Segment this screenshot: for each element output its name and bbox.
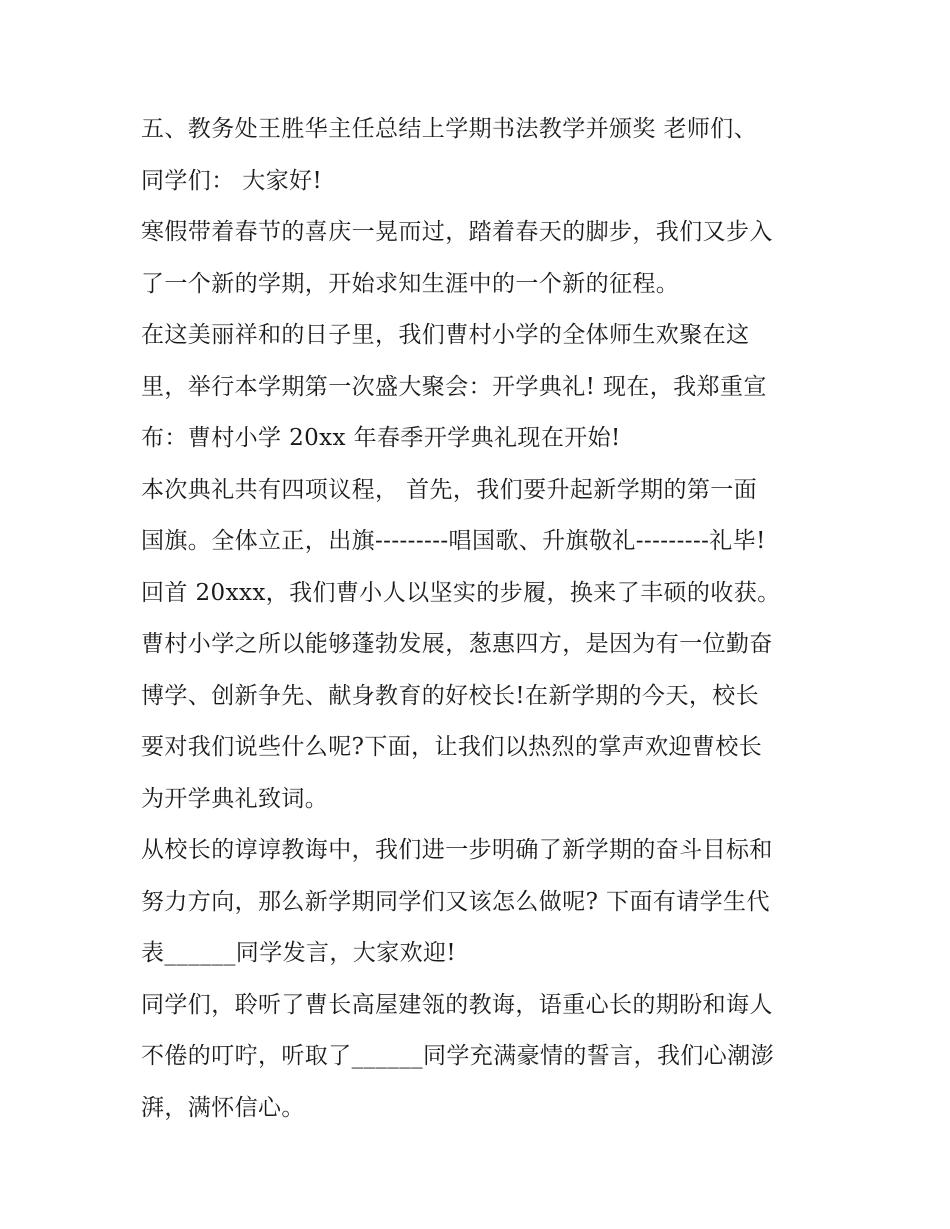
text-line: 国旗。全体立正，出旗---------唱国歌、升旗敬礼---------礼毕! bbox=[141, 528, 766, 554]
text-line: 在这美丽祥和的日子里，我们曹村小学的全体师生欢聚在这 bbox=[141, 322, 750, 348]
document-body bbox=[141, 104, 821, 1134]
text-line: 表______同学发言，大家欢迎! bbox=[141, 940, 457, 966]
text-line: 布：曹村小学 20xx 年春季开学典礼现在开始! bbox=[141, 425, 621, 451]
text-line: 要对我们说些什么呢?下面，让我们以热烈的掌声欢迎曹校长 bbox=[141, 734, 763, 760]
text-line: 五、教务处王胜华主任总结上学期书法教学并颁奖 老师们、 bbox=[141, 116, 758, 142]
text-line: 同学们： 大家好! bbox=[141, 167, 323, 194]
text-line: 从校长的谆谆教诲中，我们进一步明确了新学期的奋斗目标和 bbox=[141, 837, 773, 863]
text-line: 曹村小学之所以能够蓬勃发展，葱惠四方，是因为有一位勤奋 bbox=[141, 631, 773, 657]
text-line: 本次典礼共有四项议程， 首先，我们要升起新学期的第一面 bbox=[141, 476, 758, 503]
text-line: 寒假带着春节的喜庆一晃而过，踏着春天的脚步，我们又步入 bbox=[141, 219, 773, 245]
text-line: 为开学典礼致词。 bbox=[141, 785, 329, 812]
text-line: 了一个新的学期，开始求知生涯中的一个新的征程。 bbox=[141, 270, 680, 297]
text-line: 不倦的叮咛，听取了______同学充满豪情的誓言，我们心潮澎 bbox=[141, 1043, 774, 1069]
text-line: 湃，满怀信心。 bbox=[141, 1094, 305, 1121]
text-line: 努力方向，那么新学期同学们又该怎么做呢? 下面有请学生代 bbox=[141, 888, 770, 915]
text-line: 同学们，聆听了曹长高屋建瓴的教诲，语重心长的期盼和诲人 bbox=[141, 991, 773, 1018]
text-line: 博学、创新争先、献身教育的好校长!在新学期的今天，校长 bbox=[141, 682, 760, 709]
text-line: 里，举行本学期第一次盛大聚会：开学典礼! 现在，我郑重宣 bbox=[141, 373, 767, 400]
text-line: 回首 20xxx，我们曹小人以坚实的步履，换来了丰硕的收获。 bbox=[141, 579, 781, 606]
